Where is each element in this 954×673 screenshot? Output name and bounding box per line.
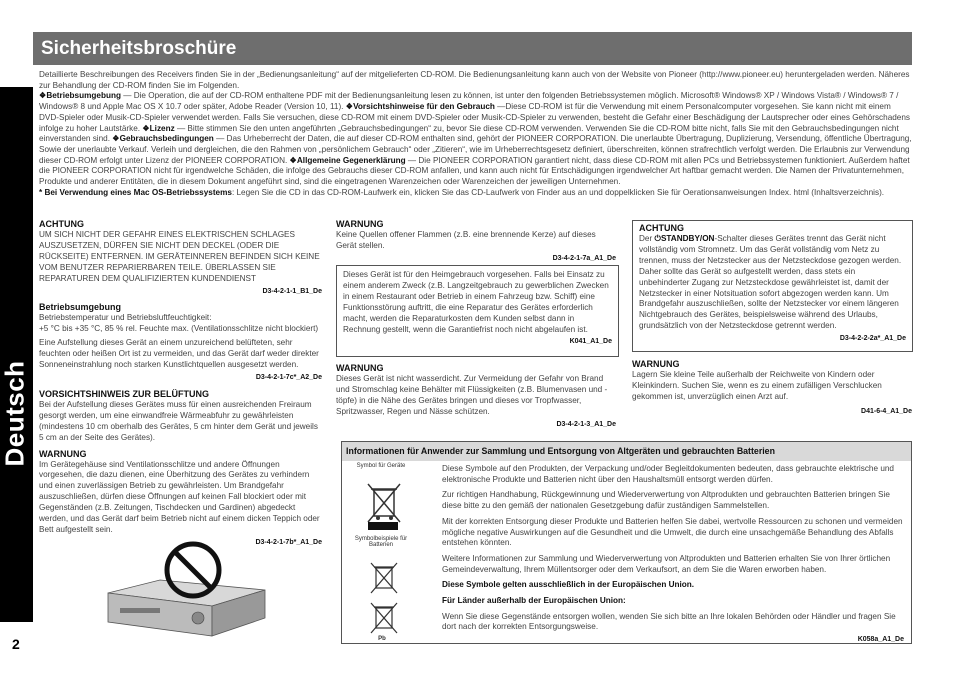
language-tab	[0, 87, 33, 622]
lizenz-label: ❖Lizenz	[142, 123, 175, 133]
disposal-p5: Diese Symbole gelten ausschließlich in der Europäischen Union.	[442, 580, 695, 590]
device-display	[120, 608, 160, 613]
disposal-info-box	[341, 441, 912, 644]
column-middle-lower	[336, 362, 616, 431]
standby-code: D3-4-2-2-2a*_A1_De	[839, 335, 906, 343]
pb-label: Pb	[378, 636, 386, 642]
warnung2-text: Dieses Gerät ist nicht wasserdicht. Zur Vermeidung der Gefahr von Brand und Stromschlag keine Behälter mit Flüssigkeiten (z.B. Blumenvasen und -töpfe) in die Nähe des Gerätes bringen und dieses vor Tropfwasser, Spritzwasser, Regen und Nässe schützen.	[336, 374, 608, 416]
page-title: Sicherheitsbroschüre	[33, 32, 912, 65]
volume-knob-icon	[192, 612, 204, 624]
intro-paragraph: Detaillierte Beschreibungen des Receivers finden Sie in der „Bedienungsanleitung“ auf der mitgelieferten CD-ROM. Die Bedienungsanleitung kann auch von der Website von Pioneer (http://www.pioneer.eu) heruntergeladen werden. Näheres zur Behandlung der CD-ROM finden Sie im Folgenden.	[39, 70, 910, 90]
warnung2-heading: WARNUNG	[336, 363, 384, 373]
allgemein-text: — Die PIONEER CORPORATION garantiert nicht, dass diese CD-ROM mit allen PCs und Betriebssystemen funktioniert. Außerdem haftet die PIONEER CORPORATION nicht für irgendwelche Schäden, die infolge des Gebrauchs dieser CD-ROM anfallen, und kann auch nicht für Entschädigungen irgendwelcher Art haftbar gemacht werden. Die Namen der Privatunternehmen, Produkte und anderer Entitäten, die in diesem Dokument angeführt sind, sind die eingetragenen Warenzeichen oder Warenzeichen der jeweiligen Unternehmen.	[39, 155, 910, 187]
betrieb-line3: Eine Aufstellung dieses Gerät an einem unzureichend belüfteten, sehr feuchten oder heißen Ort ist zu vermeiden, und das Gerät darf weder direkter Sonneneinstrahlung noch starken Kunstlichtquellen ausgesetzt werden.	[39, 338, 319, 370]
kleinteile-code: D41-6-4_A1_De	[861, 407, 912, 415]
mac-label: * Bei Verwendung eines Mac OS-Betriebssystems	[39, 187, 232, 197]
no-blocking-illustration	[100, 538, 275, 638]
vorsicht-heading: VORSICHTSHINWEIS ZUR BELÜFTUNG	[39, 388, 209, 399]
vorsicht-label: ❖Vorsichtshinweise für den Gebrauch	[345, 102, 495, 112]
power-icon: ⏻	[654, 234, 661, 243]
heimgebrauch-box	[336, 265, 619, 357]
warnung1-text: Keine Quellen offener Flammen (z.B. eine brennende Kerze) auf dieses Gerät stellen.	[336, 230, 596, 250]
disposal-p3: Mit der korrekten Entsorgung dieser Produkte und Batterien helfen Sie dabei, wertvolle Ressourcen zu schonen und vermeiden mögliche negative Auswirkungen auf die Gesundheit und die Umwelt, die durch eine unsachgemäße Behandlung des Abfalls entstehen könnten.	[442, 516, 903, 548]
disposal-p6: Für Länder außerhalb der Europäischen Union:	[442, 596, 626, 606]
kleinteile-heading: WARNUNG	[632, 359, 680, 369]
warnung1-heading: WARNUNG	[336, 219, 384, 229]
achtung-code: D3-4-2-1-1_B1_De	[262, 287, 322, 295]
standby-box	[632, 220, 913, 352]
standby-text	[639, 234, 906, 332]
betrieb-label: ❖Betriebsumgebung	[39, 91, 121, 101]
betrieb-line2: +5 °C bis +35 °C, 85 % rel. Feuchte max. (Ventilationsschlitze nicht blockiert)	[39, 324, 319, 334]
standby-body: -Schalter dieses Gerätes trennt das Gerät nicht vollständig vom Stromnetz. Um das Gerät vollständig vom Netz zu trennen, muss der Netzstecker aus der Netzsteckdose gezogen werden. Daher sollte das Gerät so aufgestellt werden, dass stets ein unbehinderter Zugang zur Netzsteckdose gewährleistet ist, damit der Netzstecker in einer Notsituation sofort abgezogen werden kann. Um Brandgefahr auszuschließen, sollte der Netzstecker vor einem längeren Nichtgebrauch des Gerätes, beispielsweise während des Urlaubs, grundsätzlich von der Netzsteckdose getrennt werden.	[639, 234, 902, 331]
page-number: 2	[12, 636, 20, 652]
warnung-code: D3-4-2-1-7b*_A1_De	[255, 538, 322, 546]
achtung-text: UM SICH NICHT DER GEFAHR EINES ELEKTRISCHEN SCHLAGES AUSZUSETZEN, DÜRFEN SIE NICHT DEN DECKEL (ODER DIE RÜCKSEITE) ENTFERNEN. IM GERÄTEINNEREN BEFINDEN SICH KEINE VOM BENUTZER REPARIERBAREN TEILE. ÜBERLASSEN SIE REPARATUREN DEM QUALIFIZIERTEN KUNDENDIENST	[39, 230, 320, 283]
betrieb-line1: Betriebstemperatur und Betriebsluftfeuchtigkeit:	[39, 313, 212, 323]
disposal-p4: Weitere Informationen zur Sammlung und Wiederverwertung von Altprodukten und Batterien erhalten Sie von Ihrer örtlichen Gemeindeverwaltung, Ihrem Müllentsorger oder dem Verkaufsort, an dem Sie die Waren erworben haben.	[442, 553, 891, 574]
battery-symbol-label: Symbolbeispiele für Batterien	[354, 536, 408, 548]
allgemein-label: ❖Allgemeine Gegenerklärung	[289, 155, 406, 165]
disposal-p1: Diese Symbole auf den Produkten, der Verpackung und/oder Begleitdokumenten bedeuten, dass gebrauchte elektrische und elektronische Produkte und Batterien nicht über den Haushaltsmüll entsorgt werden dürfen.	[442, 464, 894, 484]
column-right	[632, 358, 912, 418]
gebrauch-text: — Das Urheberrecht der Daten, die auf dieser CD-ROM enthalten sind, gehört der PIONEER CORPORATION. Die unerlaubte Übertragung, Duplizierung, Versendung, öffentliche Übertragung, Sowie der unerlaubte Verkauf. Verleih und dergleichen, die den Rahmen von „persönlichem Gebrauch“ oder „Zitieren“, wie im Urheberrechtsgesetz definiert, überschreiten, können strafrechtlich verfolgt werden. Die Erlaubnis zur Verwendung dieser CD-ROM erfolgt unter Lizenz der PIONEER CORPORATION.	[39, 134, 912, 165]
device-symbol-label: Symbol für Geräte	[356, 463, 406, 469]
battery-bin-icon	[368, 560, 400, 596]
heimgebrauch-code: K041_A1_De	[569, 338, 612, 346]
disposal-heading: Informationen für Anwender zur Sammlung und Entsorgung von Altgeräten und gebrauchten Batterien	[342, 442, 911, 461]
vorsicht-text: —Diese CD-ROM ist für die Verwendung mit einem Personalcomputer vorgesehen. Sie kann nicht mit einem DVD-Spieler oder Musik-CD-Spieler verwendet werden. Falls Sie versuchen, diese CD-ROM mit einem DVD-Spieler oder Musik-CD-Spieler zu verwenden, besteht die Gefahr einer Beschädigung der Lautsprecher oder eines Gehörschadens infolge zu hoher Lautstärke.	[39, 102, 910, 133]
heimgebrauch-text: Dieses Gerät ist für den Heimgebrauch vorgesehen. Falls bei Einsatz zu einem anderem Zweck (z.B. Langzeitgebrauch zu gewerblichen Zwecken in einem Restaurant oder Betrieb in einem Fahrzeug bzw. Schiff) eine Funktionsstörung auftritt, die eine Reparatur des Gerätes erforderlich macht, werden die Reparaturkosten dem Kunden selbst dann in Rechnung gestellt, wenn die Garantiefrist noch nicht abgelaufen ist.	[343, 270, 609, 334]
betrieb-heading: Betriebsumgebung	[39, 302, 122, 313]
vorsicht-text: Bei der Aufstellung dieses Gerätes muss für einen ausreichenden Freiraum gesorgt werden, um eine einwandfreie Wärmeabfuhr zu gewährleisten (mindestens 10 cm oberhalb des Gerätes, 5 cm hinter dem Gerät und jeweils 5 cm an der Seite des Gerätes).	[39, 399, 318, 442]
standby-pre: Der	[639, 234, 655, 243]
column-middle	[336, 218, 616, 265]
standby-heading: ACHTUNG	[639, 223, 684, 233]
bin-underbar	[368, 522, 398, 530]
warnung2-code: D3-4-2-1-3_A1_De	[556, 420, 616, 428]
disposal-code: K058a_A1_De	[857, 636, 904, 644]
warnung1-code: D3-4-2-1-7a_A1_De	[552, 254, 616, 262]
language-label: Deutsch	[0, 360, 30, 467]
lizenz-text: — Bitte stimmen Sie den unten angeführten „Gebrauchsbedingungen“ zu, bevor Sie diese CD-ROM verwenden. Verwenden Sie die CD-ROM bitte nicht, falls Sie mit den Gebrauchsbedingungen nicht einverstanden sind.	[39, 123, 899, 144]
standby-button-name: STANDBY/ON	[660, 234, 715, 243]
warnung-heading: WARNUNG	[39, 448, 87, 459]
intro-section	[39, 70, 912, 198]
betrieb-code: D3-4-2-1-7c*_A2_De	[255, 373, 322, 381]
disposal-text	[442, 464, 904, 646]
gebrauch-label: ❖Gebrauchsbedingungen	[112, 134, 214, 144]
intro-cdrom-paragraph	[39, 91, 912, 187]
disposal-p2: Zur richtigen Handhabung, Rückgewinnung und Wiederverwertung von Altprodukten und gebrauchten Batterien bringen Sie diese bitte zu den gemäß der nationalen Gesetzgebung dafür zuständigen Sammelstellen.	[442, 490, 890, 511]
achtung-heading: ACHTUNG	[39, 219, 84, 229]
column-left	[39, 218, 322, 549]
mac-paragraph	[39, 188, 912, 199]
disposal-p7: Wenn Sie diese Gegenstände entsorgen wollen, wenden Sie sich bitte an Ihre lokalen Behörden oder Händler und fragen Sie dort nach der korrekten Entsorgungsweise.	[442, 611, 896, 632]
warnung-text: Im Gerätegehäuse sind Ventilationsschlitze und andere Öffnungen vorgesehen, die dazu dienen, eine Überhitzung des Gerätes zu verhindern und einen zuverlässigen Betrieb zu gewährleisten. Um Brandgefahr auszuschließen, dürfen diese Öffnungen auf keinen Fall blockiert oder mit Gegenständen (z.B. Zeitungen, Tischdecken und Gardinen) abgedeckt werden, und das Gerät darf beim Betrieb nicht auf einem dicken Teppich oder Bett aufgestellt sein.	[39, 459, 320, 534]
kleinteile-text: Lagern Sie kleine Teile außerhalb der Reichweite von Kindern oder Kleinkindern. Suchen Sie, wenn es zu einem zufälligen Verschlucken gekommen ist, unverzüglich einen Arzt auf.	[632, 370, 882, 401]
mac-text: : Legen Sie die CD in das CD-ROM-Laufwerk ein, klicken Sie das CD-Laufwerk von Finder aus an und doppelklicken Sie für Oerationsanweisungen Index. html (Inhaltsverzeichnis).	[231, 187, 885, 197]
battery-pb-bin-icon	[368, 600, 400, 636]
betrieb-text: — Die Operation, die auf der CD-ROM enthaltene PDF mit der Bedienungsanleitung lesen zu können, ist unter den folgenden Betriebssystemen möglich. Microsoft® Windows® XP / Windows Vista® / Windows® 7 / Windows® 8 und Apple Mac OS X 10.7 oder später, Adobe Reader (Version 10, 11).	[39, 91, 899, 112]
